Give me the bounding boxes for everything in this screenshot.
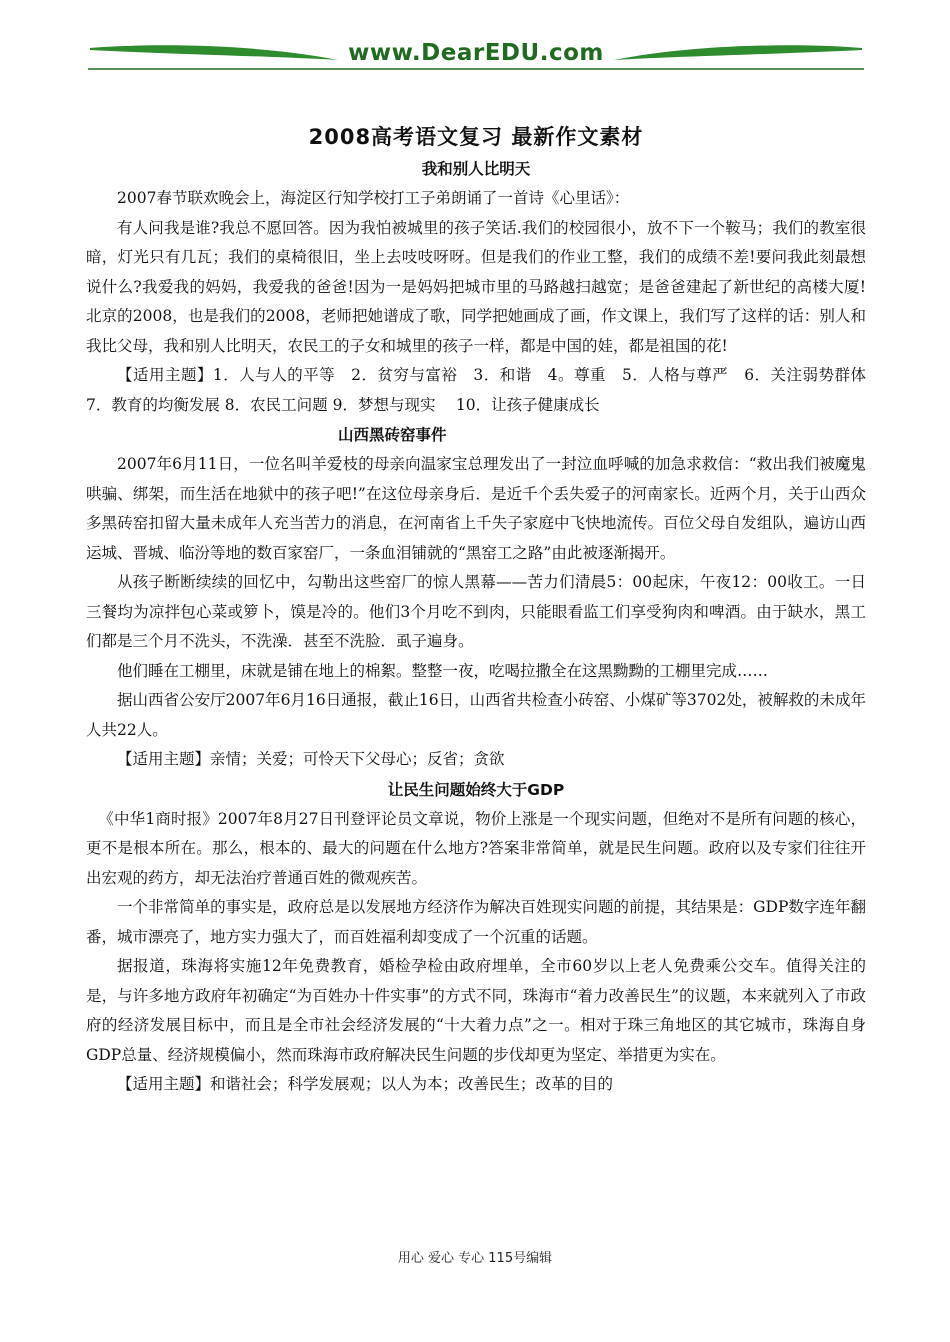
site-name[interactable]: www.DearEDU.com <box>348 40 604 66</box>
topics-paragraph: 【适用主题】亲情；关爱；可怜天下父母心；反省；贪欲 <box>117 750 505 768</box>
paragraph: 2007年6月11日，一位名叫羊爱枝的母亲向温家宝总理发出了一封泣血呼喊的加急求救信：“救出我们被魔鬼哄骗、绑架，而生活在地狱中的孩子吧!”在这位母亲身后．是近千个丢失爱子的河南家长。近两个月，关于山西众多黑砖窑扣留大量未成年人充当苦力的消息，在河南省上千失子家庭中飞快地流传。百位父母自发组队，遍访山西运城、晋城、临汾等地的数百家窑厂，一条血泪铺就的“黑窑工之路”由此被逐渐揭开。 <box>86 455 866 562</box>
paragraph: 据报道，珠海将实施12年免费教育，婚检孕检由政府埋单，全市60岁以上老人免费乘公交车。值得关注的是，与许多地方政府年初确定“为百姓办十件实事”的方式不同，珠海市“着力改善民生”的议题，本来就列入了市政府的经济发展目标中，而且是全市社会经济发展的“十大着力点”之一。相对于珠三角地区的其它城市，珠海自身GDP总量、经济规模偏小，然而珠海市政府解决民生问题的步伐却更为坚定、举措更为实在。 <box>86 957 866 1064</box>
page-footer: 用心 爱心 专心 115号编辑 <box>397 1251 553 1266</box>
paragraph: 2007春节联欢晚会上，海淀区行知学校打工子弟朗诵了一首诗《心里话》： <box>117 189 630 207</box>
paragraph: 从孩子断断续续的回忆中，勾勒出这些窑厂的惊人黑幕——苦力们清晨5：00起床，午夜12：00收工。一日三餐均为凉拌包心菜或箩卜，馍是冷的。他们3个月吃不到肉，只能眼看监工们享受狗肉和啤酒。由于缺水，黑工们都是三个月不洗头，不洗澡．甚至不洗脸．虱子遍身。 <box>86 573 866 650</box>
section-heading: 山西黑砖窑事件 <box>338 426 447 444</box>
section-heading: 我和别人比明天 <box>421 160 531 178</box>
topics-paragraph: 【适用主题】1．人与人的平等 2．贫穷与富裕 3．和谐 4。尊重 5．人格与尊严 6．关注弱势群体 7．教育的均衡发展 8．农民工问题 9．梦想与现实 10．让孩子健康成长 <box>86 366 887 414</box>
paragraph: 他们睡在工棚里，床就是铺在地上的棉絮。整整一夜，吃喝拉撒全在这黑黝黝的工棚里完成…… <box>117 661 769 680</box>
article <box>86 120 887 1100</box>
site-header <box>88 38 864 72</box>
page-title: 2008高考语文复习 最新作文素材 <box>308 125 644 149</box>
paragraph: 《中华1商时报》2007年8月27日刊登评论员文章说，物价上涨是一个现实问题，但绝对不是所有问题的核心，更不是根本所在。那么，根本的、最大的问题在什么地方?答案非常简单，就是民生问题。政府以及专家们往往开出宏观的药方，却无法治疗普通百姓的微观疾苦。 <box>86 809 866 887</box>
topics-paragraph: 【适用主题】和谐社会；科学发展观；以人为本；改善民生；改革的目的 <box>117 1075 614 1093</box>
paragraph: 有人问我是谁?我总不愿回答。因为我怕被城里的孩子笑话.我们的校园很小，放不下一个鞍马；我们的教室很暗，灯光只有几瓦；我们的桌椅很旧，坐上去吱吱呀呀。但是我们的作业工整，我们的成绩不差!要问我此刻最想说什么?我爱我的妈妈，我爱我的爸爸!因为一是妈妈把城市里的马路越扫越宽；是爸爸建起了新世纪的高楼大厦!北京的2008，也是我们的2008，老师把她谱成了歌，同学把她画成了画，作文课上，我们写了这样的话：别人和我比父母，我和别人比明天，农民工的子女和城里的孩子一样，都是中国的娃，都是祖国的花! <box>86 218 866 355</box>
paragraph: 一个非常简单的事实是，政府总是以发展地方经济作为解决百姓现实问题的前提，其结果是：GDP数字连年翻番，城市漂亮了，地方实力强大了，而百姓福利却变成了一个沉重的话题。 <box>86 898 866 946</box>
paragraph: 据山西省公安厅2007年6月16日通报，截止16日，山西省共检查小砖窑、小煤矿等3702处，被解救的未成年人共22人。 <box>86 691 866 739</box>
section-heading: 让民生问题始终大于GDP <box>387 780 565 799</box>
